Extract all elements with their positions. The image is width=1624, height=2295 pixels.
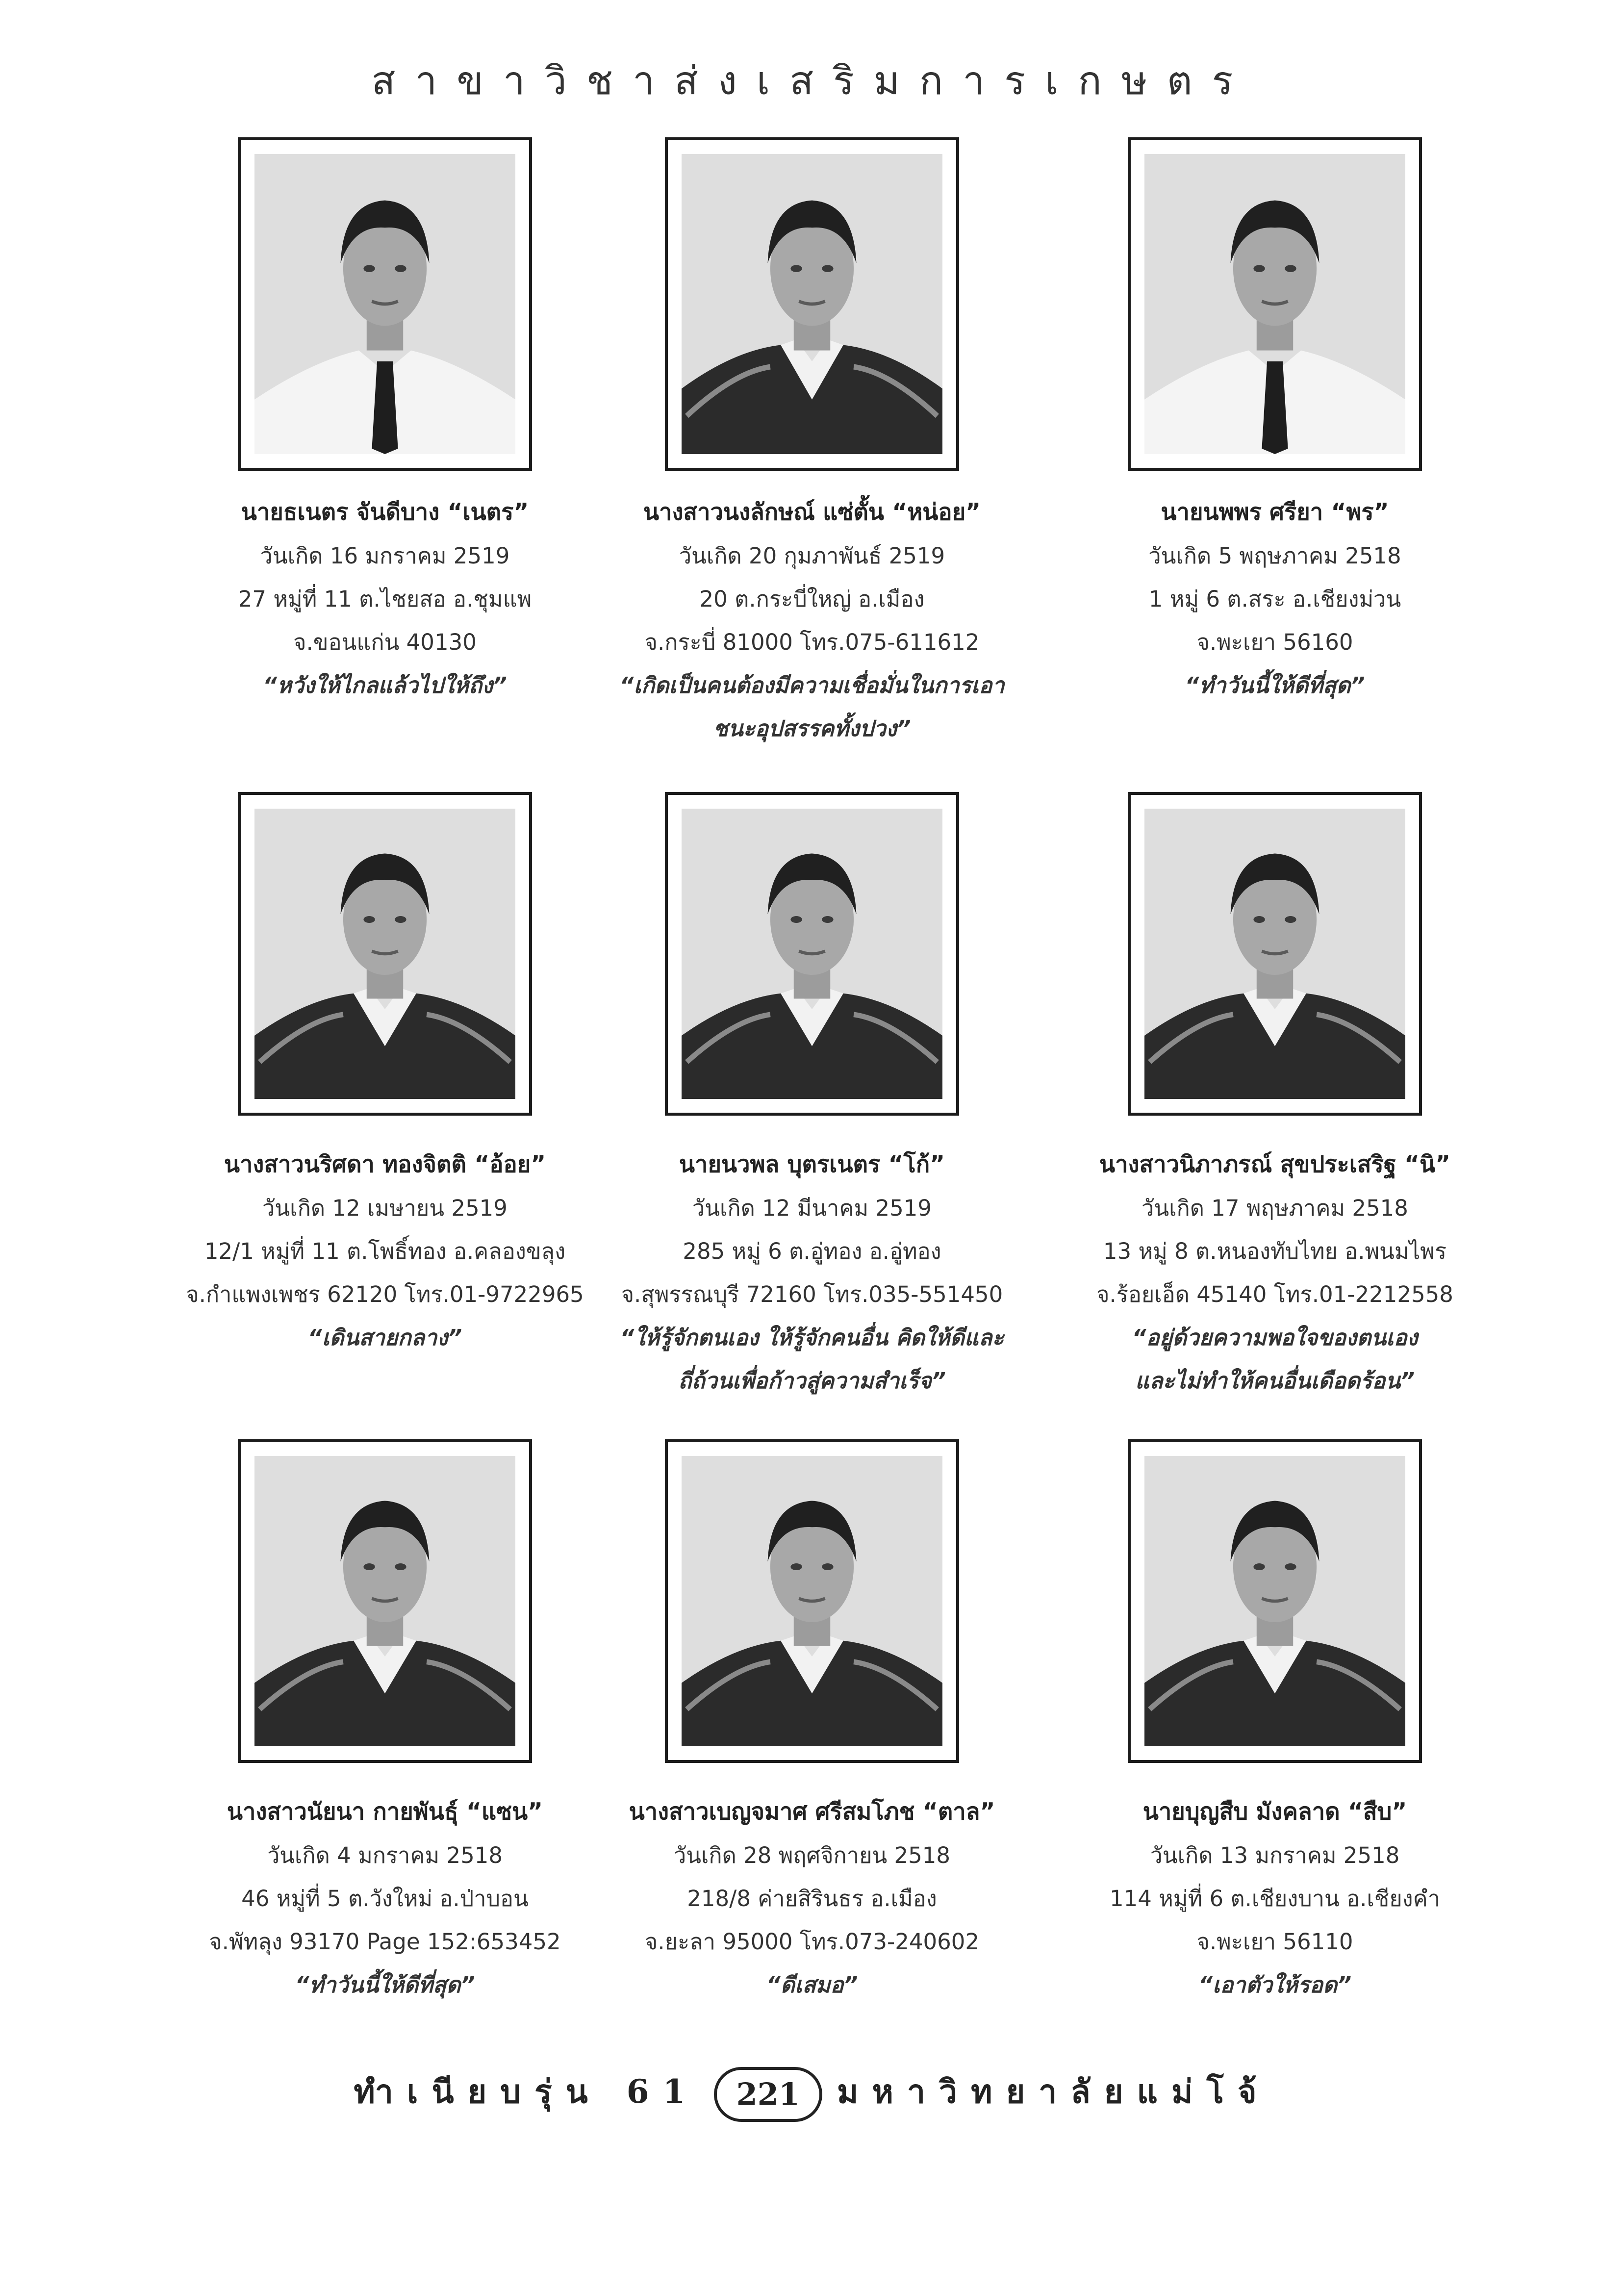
student-birthdate: วันเกิด 12 เมษายน 2519 xyxy=(262,1195,508,1221)
student-motto: “เดินสายกลาง” xyxy=(307,1325,462,1351)
student-photo xyxy=(254,154,515,454)
student-name: นายนวพล บุตรเนตร “โก้” xyxy=(679,1151,945,1178)
student-address-line: 114 หมู่ที่ 6 ต.เชียงบาน อ.เชียงคำ xyxy=(1109,1886,1441,1912)
student-info xyxy=(1030,1143,1520,1402)
student-motto: “อยู่ด้วยความพอใจของตนเอง xyxy=(1132,1325,1418,1351)
portrait-placeholder xyxy=(1144,154,1405,454)
student-info xyxy=(1030,1790,1520,2007)
student-birthdate: วันเกิด 12 มีนาคม 2519 xyxy=(692,1195,932,1221)
student-name: นางสาวนิภาภรณ์ สุขประเสริฐ “นิ” xyxy=(1099,1151,1450,1178)
footer xyxy=(0,2060,1624,2123)
student-photo-frame xyxy=(665,792,959,1116)
student-address-line: จ.ยะลา 95000 โทร.073-240602 xyxy=(644,1929,980,1955)
portrait-placeholder xyxy=(682,154,942,454)
student-photo xyxy=(682,1456,942,1746)
student-motto: “ทำวันนี้ให้ดีที่สุด” xyxy=(1185,672,1365,698)
student-info xyxy=(140,1790,630,2007)
student-photo-frame xyxy=(238,1439,532,1763)
student-birthdate: วันเกิด 17 พฤษภาคม 2518 xyxy=(1142,1195,1408,1221)
student-birthdate: วันเกิด 5 พฤษภาคม 2518 xyxy=(1148,543,1401,569)
student-address-line: 20 ต.กระบี่ใหญ่ อ.เมือง xyxy=(699,586,925,612)
student-photo-frame xyxy=(238,137,532,471)
student-name: นายบุญสืบ มังคลาด “สืบ” xyxy=(1142,1798,1407,1825)
student-info xyxy=(1030,490,1520,707)
student-address-line: จ.พะเยา 56160 xyxy=(1196,629,1353,655)
student-name: นางสาวนริศดา ทองจิตติ “อ้อย” xyxy=(224,1151,546,1178)
student-motto: ถี่ถ้วนเพื่อก้าวสู่ความสำเร็จ” xyxy=(678,1368,946,1394)
student-photo xyxy=(1144,809,1405,1099)
student-birthdate: วันเกิด 16 มกราคม 2519 xyxy=(260,543,510,569)
student-photo xyxy=(254,1456,515,1746)
student-address-line: 12/1 หมู่ที่ 11 ต.โพธิ์ทอง อ.คลองขลุง xyxy=(204,1238,566,1264)
student-info xyxy=(567,1143,1057,1402)
student-photo xyxy=(682,154,942,454)
student-address-line: จ.ร้อยเอ็ด 45140 โทร.01-2212558 xyxy=(1096,1281,1453,1307)
student-address-line: จ.กำแพงเพชร 62120 โทร.01-9722965 xyxy=(186,1281,584,1307)
page-title: สาขาวิชาส่งเสริมการเกษตร xyxy=(371,58,1253,103)
student-name: นายนพพร ศรียา “พร” xyxy=(1161,499,1389,526)
student-motto: “ดีเสมอ” xyxy=(766,1972,858,1998)
student-address-line: 46 หมู่ที่ 5 ต.วังใหม่ อ.ป่าบอน xyxy=(241,1886,529,1912)
student-address-line: จ.ขอนแก่น 40130 xyxy=(293,629,477,655)
student-info xyxy=(140,490,630,707)
student-name: นางสาวนงลักษณ์ แซ่ตั้น “หน่อย” xyxy=(643,499,981,526)
portrait-placeholder xyxy=(1144,809,1405,1099)
student-address-line: 285 หมู่ 6 ต.อู่ทอง อ.อู่ทอง xyxy=(683,1238,941,1264)
student-info xyxy=(567,490,1057,750)
student-birthdate: วันเกิด 4 มกราคม 2518 xyxy=(267,1842,503,1868)
student-info xyxy=(567,1790,1057,2007)
portrait-placeholder xyxy=(682,809,942,1099)
student-birthdate: วันเกิด 13 มกราคม 2518 xyxy=(1150,1842,1400,1868)
student-motto: ชนะอุปสรรคทั้งปวง” xyxy=(713,715,911,741)
portrait-placeholder xyxy=(254,1456,515,1746)
student-info xyxy=(140,1143,630,1359)
student-photo-frame xyxy=(1128,1439,1422,1763)
student-name: นางสาวนัยนา กายพันธุ์ “แซน” xyxy=(227,1798,543,1825)
student-name: นายธเนตร จันดีบาง “เนตร” xyxy=(241,499,529,526)
student-motto: “เอาตัวให้รอด” xyxy=(1198,1972,1352,1998)
student-address-line: จ.สุพรรณบุรี 72160 โทร.035-551450 xyxy=(621,1281,1003,1307)
student-photo-frame xyxy=(1128,137,1422,471)
student-address-line: จ.กระบี่ 81000 โทร.075-611612 xyxy=(644,629,980,655)
student-birthdate: วันเกิด 28 พฤศจิกายน 2518 xyxy=(673,1842,951,1868)
student-address-line: 13 หมู่ 8 ต.หนองทับไทย อ.พนมไพร xyxy=(1103,1238,1447,1264)
student-address-line: จ.พะเยา 56110 xyxy=(1196,1929,1353,1955)
student-address-line: จ.พัทลุง 93170 Page 152:653452 xyxy=(209,1929,561,1955)
student-photo-frame xyxy=(665,137,959,471)
page-number: 221 xyxy=(714,2067,822,2122)
student-address-line: 218/8 ค่ายสิรินธร อ.เมือง xyxy=(687,1886,937,1912)
footer-yearbook-label: ทำเนียบรุ่น 61 xyxy=(354,2072,699,2111)
student-birthdate: วันเกิด 20 กุมภาพันธ์ 2519 xyxy=(679,543,945,569)
footer-university-label: มหาวิทยาลัยแม่โจ้ xyxy=(837,2072,1270,2111)
student-photo-frame xyxy=(238,792,532,1116)
student-name: นางสาวเบญจมาศ ศรีสมโภช “ตาล” xyxy=(629,1798,995,1825)
student-motto: “หวังให้ไกลแล้วไปให้ถึง” xyxy=(263,672,507,698)
student-photo xyxy=(1144,1456,1405,1746)
portrait-placeholder xyxy=(254,809,515,1099)
student-photo-frame xyxy=(665,1439,959,1763)
student-address-line: 27 หมู่ที่ 11 ต.ไชยสอ อ.ชุมแพ xyxy=(238,586,532,612)
student-photo xyxy=(682,809,942,1099)
portrait-placeholder xyxy=(1144,1456,1405,1746)
student-photo-frame xyxy=(1128,792,1422,1116)
student-motto: และไม่ทำให้คนอื่นเดือดร้อน” xyxy=(1135,1368,1415,1394)
student-motto: “ทำวันนี้ให้ดีที่สุด” xyxy=(295,1972,475,1998)
student-motto: “เกิดเป็นคนต้องมีความเชื่อมั่นในการเอา xyxy=(619,672,1005,698)
portrait-placeholder xyxy=(682,1456,942,1746)
student-address-line: 1 หมู่ 6 ต.สระ อ.เชียงม่วน xyxy=(1148,586,1401,612)
student-photo xyxy=(1144,154,1405,454)
portrait-placeholder xyxy=(254,154,515,454)
student-motto: “ให้รู้จักตนเอง ให้รู้จักคนอื่น คิดให้ดีและ xyxy=(620,1325,1004,1351)
student-photo xyxy=(254,809,515,1099)
